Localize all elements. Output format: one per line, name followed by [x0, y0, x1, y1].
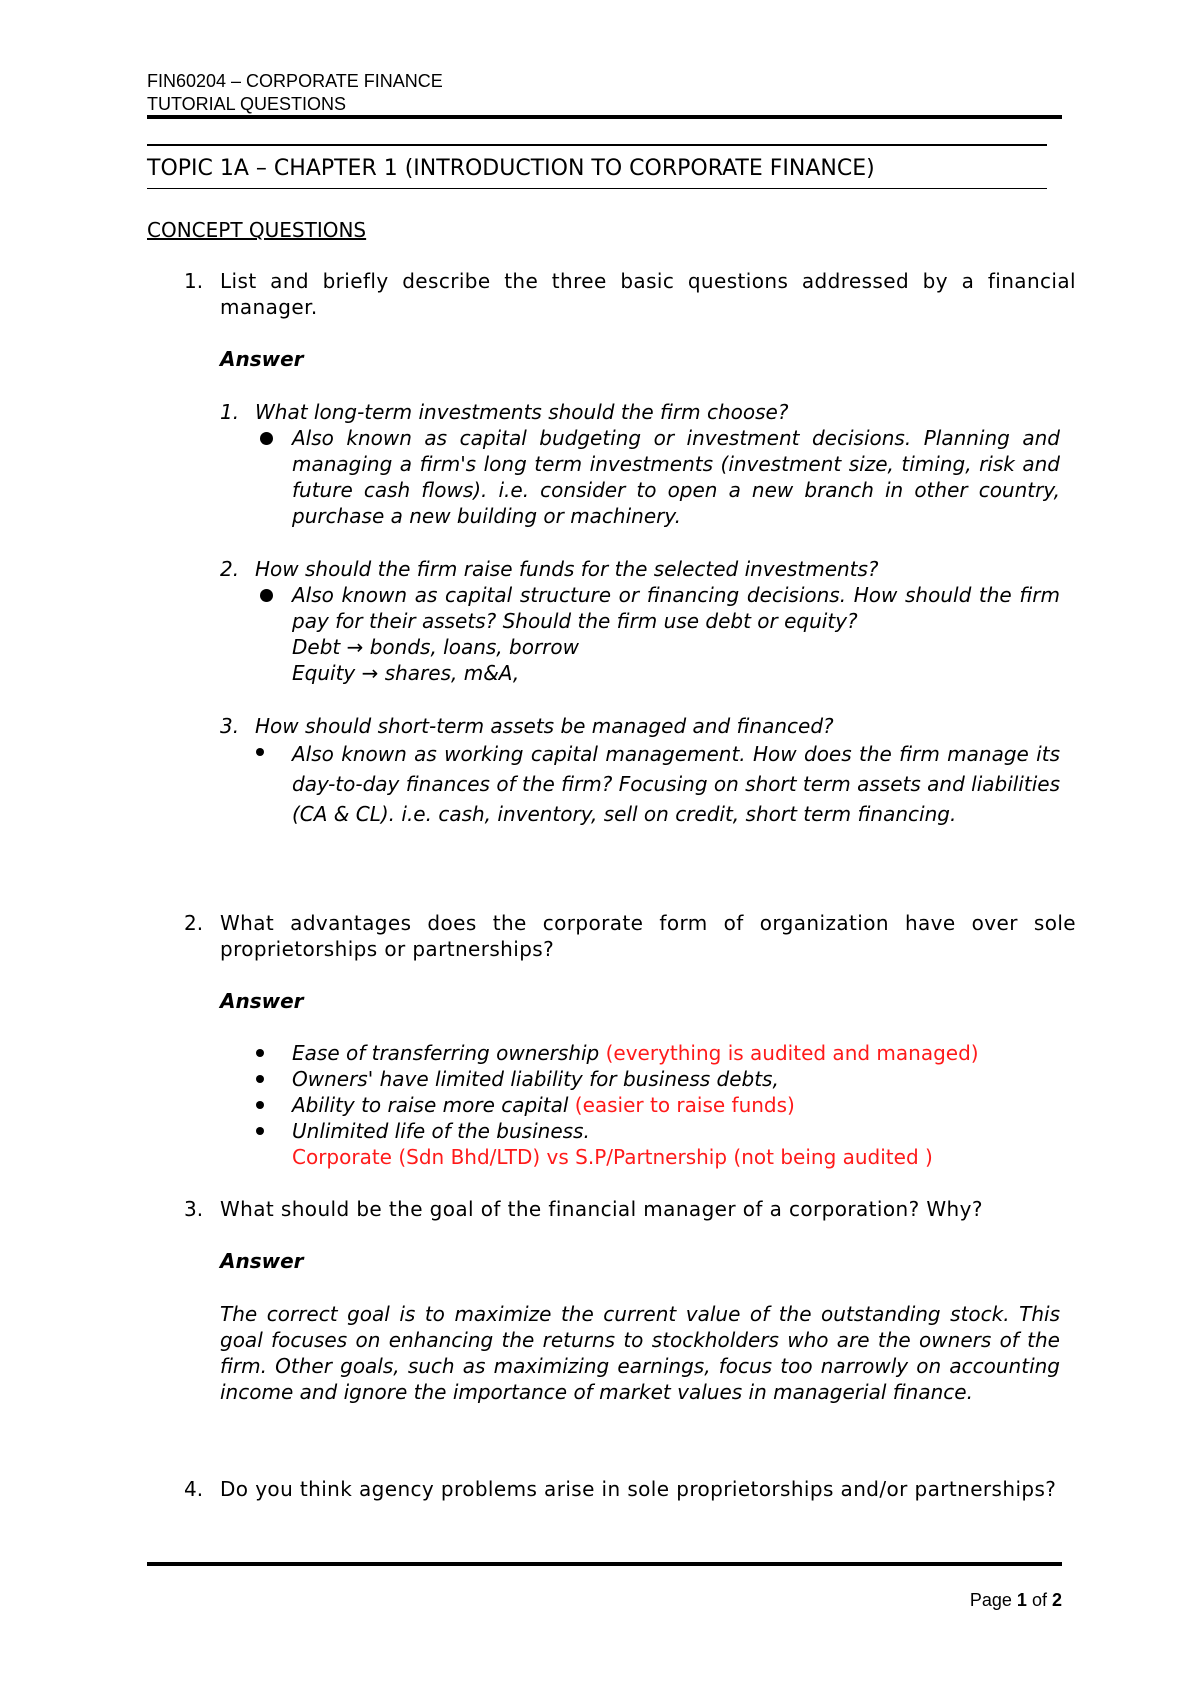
page-total: 2 — [1051, 1590, 1062, 1610]
subitem-question: What long-term investments should the firm choose? — [255, 400, 789, 424]
question-number: 1. — [184, 269, 204, 293]
question-text: What should be the goal of the financial manager of a corporation? Why? — [220, 1197, 983, 1221]
subitem-answer: Also known as capital structure or financing decisions. How should the firm pay for their assets? Should the firm use debt or equity? — [292, 583, 1060, 633]
footer-rule — [147, 1562, 1062, 1566]
advantage-item — [292, 1066, 779, 1092]
topic-title: TOPIC 1A – CHAPTER 1 (INTRODUCTION TO CORPORATE FINANCE) — [147, 156, 875, 181]
bullet-icon — [256, 1075, 264, 1083]
answer-label: Answer — [220, 989, 304, 1013]
question-number: 3. — [184, 1197, 204, 1221]
question-number: 4. — [184, 1477, 204, 1501]
section-title: CONCEPT QUESTIONS — [147, 218, 367, 242]
bullet-icon — [256, 748, 264, 756]
bullet-icon — [260, 432, 273, 445]
bullet-icon — [260, 589, 273, 602]
header-rule — [147, 115, 1062, 119]
advantage-text: Ability to raise more capital — [292, 1093, 569, 1117]
course-title: FIN60204 – CORPORATE FINANCE — [147, 71, 443, 91]
question-text: List and briefly describe the three basic questions addressed by a financial manager. — [220, 269, 1076, 319]
answer-label: Answer — [220, 347, 304, 371]
advantage-item — [292, 1118, 590, 1144]
advantage-text: Ease of transferring ownership — [292, 1041, 600, 1065]
subitem-question: How should the firm raise funds for the selected investments? — [255, 557, 879, 581]
page-indicator — [970, 1589, 1062, 1611]
subitem-answer: Also known as working capital management. How does the firm manage its day-to-day finances of the firm? Focusing on short term assets and liabilities (CA & CL). i.e. cash, inventory, sell on credit, short term financing. — [292, 742, 1060, 826]
debt-line: Debt → bonds, loans, borrow — [292, 635, 579, 659]
corporate-comparison-note: Corporate (Sdn Bhd/LTD) vs S.P/Partnership (not being audited ) — [292, 1145, 933, 1169]
page-word: Page — [969, 1590, 1012, 1610]
advantage-note: (everything is audited and managed) — [605, 1041, 979, 1065]
bullet-icon — [256, 1049, 264, 1057]
bullet-icon — [256, 1127, 264, 1135]
subitem-question: How should short-term assets be managed and financed? — [255, 714, 834, 738]
answer-label: Answer — [220, 1249, 304, 1273]
subitem-number: 2. — [220, 557, 240, 581]
advantage-item — [292, 1092, 795, 1118]
topic-rule-top — [147, 144, 1047, 146]
answer-paragraph: The correct goal is to maximize the current value of the outstanding stock. This goal focuses on enhancing the returns to stockholders who are the owners of the firm. Other goals, such as maximizing earnings, focus too narrowly on accounting income and ignore the importance of market values in managerial finance. — [220, 1302, 1060, 1404]
question-number: 2. — [184, 911, 204, 935]
question-text: What advantages does the corporate form of organization have over sole proprietorships or partnerships? — [220, 911, 1076, 961]
advantage-note: (easier to raise funds) — [574, 1093, 795, 1117]
equity-line: Equity → shares, m&A, — [292, 661, 520, 685]
document-subtitle: TUTORIAL QUESTIONS — [147, 94, 347, 114]
subitem-answer: Also known as capital budgeting or investment decisions. Planning and managing a firm's long term investments (investment size, timing, risk and future cash flows). i.e. consider to open a new branch in other country, purchase a new building or machinery. — [292, 426, 1060, 528]
bullet-icon — [256, 1101, 264, 1109]
advantage-item — [292, 1040, 979, 1066]
subitem-number: 3. — [220, 714, 240, 738]
subitem-number: 1. — [220, 400, 240, 424]
advantage-text: Unlimited life of the business. — [292, 1119, 590, 1143]
question-text: Do you think agency problems arise in sole proprietorships and/or partnerships? — [220, 1477, 1057, 1501]
advantage-text: Owners' have limited liability for business debts, — [292, 1067, 779, 1091]
page-current: 1 — [1016, 1590, 1027, 1610]
of-word: of — [1031, 1590, 1047, 1610]
topic-rule-bottom — [147, 188, 1047, 189]
